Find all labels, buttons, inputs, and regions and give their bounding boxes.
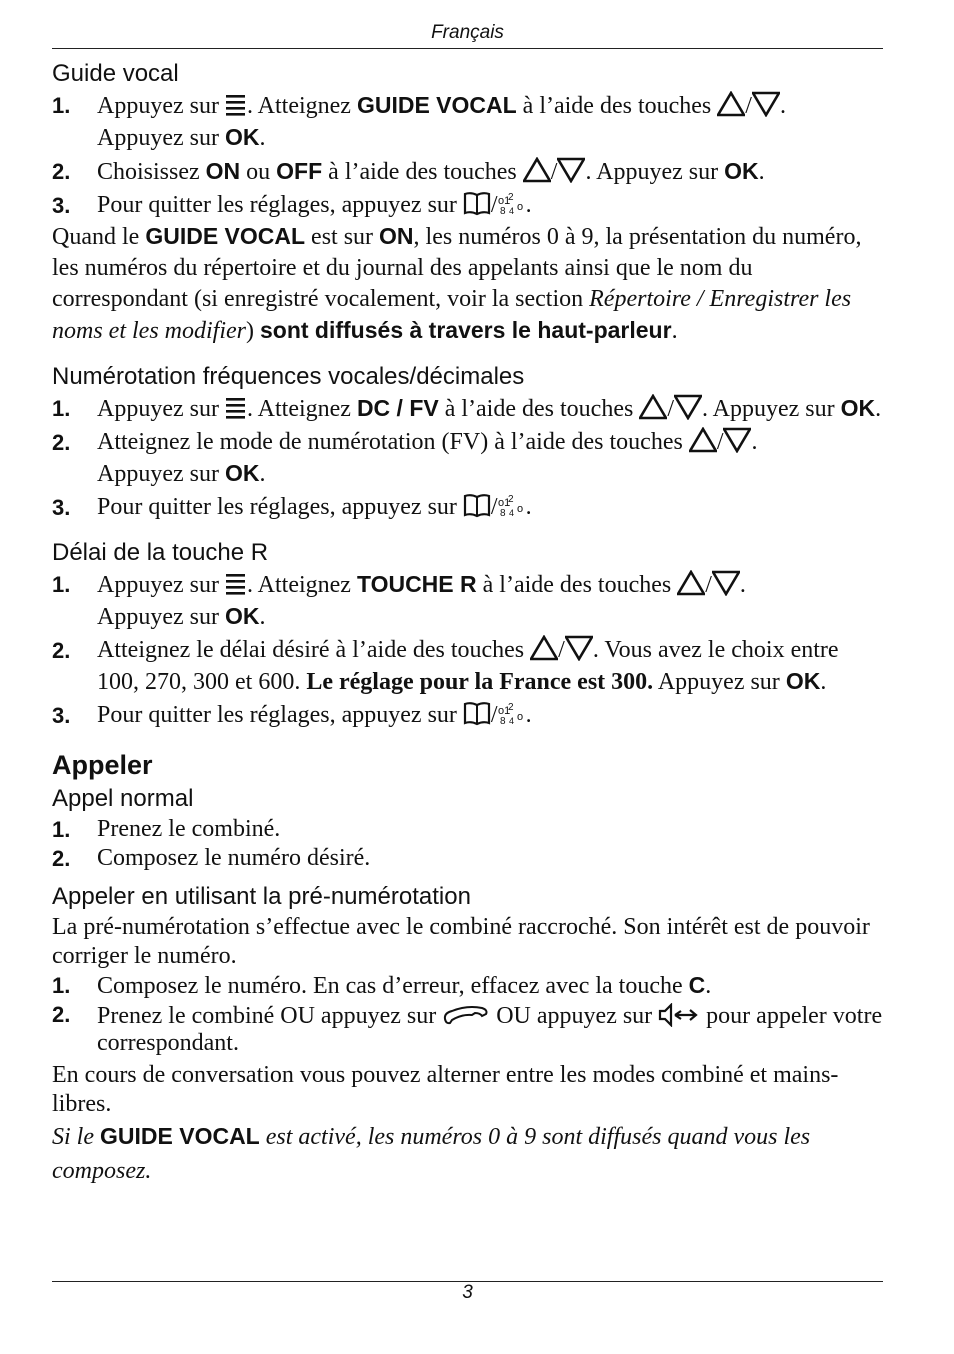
step-text: . Vous avez le choix entre 100, 270, 300 et 600. [97, 637, 839, 695]
guide-vocal-note [52, 1119, 884, 1188]
down-arrow-icon [723, 427, 751, 453]
ok-key-label: OK [785, 668, 821, 694]
ok-key-label: OK [224, 124, 260, 150]
step-text: Atteignez le délai désiré à l’aide des touches [97, 637, 531, 663]
section-title-appeler: Appeler [52, 750, 153, 780]
step-text: à l’aide des touches [476, 572, 678, 598]
header-rule [52, 48, 883, 49]
step-guide-vocal-2: 2. Choisissez ON ou OFF à l’aide des touches / . Appuyez sur OK. [52, 158, 765, 185]
step-appel-normal-1 [52, 815, 884, 844]
step-guide-vocal-1: 1. Appuyez sur . Atteignez GUIDE VOCAL à l’aide des touches / . Appuyez sur OK. [52, 92, 786, 151]
step-text: Composez le numéro désiré. [97, 845, 371, 871]
step-text: Appuyez sur [97, 572, 225, 598]
ok-key-label: OK [840, 395, 876, 421]
up-arrow-icon [523, 157, 551, 183]
step-text: Prenez le combiné OU appuyez sur [97, 1003, 443, 1029]
ok-key-label: OK [724, 158, 759, 184]
step-number: 1. [52, 973, 71, 998]
section-title-delai: Délai de la touche R [52, 539, 269, 566]
step-text: . Atteignez [246, 572, 357, 598]
down-arrow-icon [712, 570, 740, 596]
step-text: . [525, 494, 532, 520]
key-label: TOUCHE R [356, 571, 477, 597]
redial-icon [498, 190, 526, 216]
bold-text: sont diffusés à travers le haut-parleur [259, 317, 672, 343]
para-text: Quand le [52, 224, 146, 250]
step-text: à l’aide des touches [438, 396, 640, 422]
up-arrow-icon [639, 394, 667, 420]
step-number: 1. [52, 396, 71, 421]
ok-key-label: OK [224, 460, 260, 486]
step-text: . [758, 159, 765, 185]
step-number: 3. [52, 703, 71, 728]
step-number: 1. [52, 817, 71, 842]
step-text: . [779, 93, 786, 119]
menu-icon [225, 93, 247, 117]
step-number: 1. [52, 572, 71, 597]
guide-vocal-paragraph [52, 221, 884, 347]
step-text: Pour quitter les réglages, appuyez sur [97, 702, 463, 728]
menu-icon [225, 572, 247, 596]
step-text: à l’aide des touches [516, 93, 718, 119]
step-text: pour appeler votre correspondant. [97, 1003, 883, 1056]
step-text: . Atteignez [246, 396, 357, 422]
off-key-label: OFF [276, 158, 323, 184]
step-delai-1: 1. Appuyez sur . Atteignez TOUCHE R à l’aide des touches / . Appuyez sur OK. [52, 571, 746, 630]
conversation-paragraph: En cours de conversation vous pouvez alterner entre les modes combiné et mains-libres. [52, 1062, 839, 1117]
key-label: GUIDE VOCAL [145, 223, 306, 249]
down-arrow-icon [674, 394, 702, 420]
step-text: . [751, 429, 758, 455]
phonebook-icon [463, 700, 491, 726]
step-text: . [875, 396, 882, 422]
step-number: 2. [52, 846, 71, 871]
menu-icon [225, 396, 247, 420]
key-label: GUIDE VOCAL [100, 1123, 260, 1149]
step-text: Appuyez sur [97, 604, 225, 630]
subsection-title-pre-numerotation: Appeler en utilisant la pré-numérotation [52, 883, 471, 910]
redial-icon [498, 700, 526, 726]
phonebook-icon [463, 492, 491, 518]
down-arrow-icon [557, 157, 585, 183]
up-arrow-icon [530, 635, 558, 661]
step-number: 2. [52, 159, 71, 184]
step-pre-numerotation-2 [52, 1001, 884, 1057]
on-key-label: ON [205, 158, 241, 184]
step-text: . [820, 669, 827, 695]
bold-text: Le réglage pour la France est 300. [306, 669, 654, 695]
down-arrow-icon [565, 635, 593, 661]
section-title-guide-vocal: Guide vocal [52, 60, 179, 87]
step-text: Composez le numéro. En cas d’erreur, effacez avec la touche [97, 973, 689, 999]
step-text: . [705, 973, 712, 999]
down-arrow-icon [752, 91, 780, 117]
para-text: est sur [305, 224, 380, 250]
redial-icon [498, 492, 526, 518]
c-key-label: C [688, 972, 706, 998]
step-text: . Atteignez [246, 93, 357, 119]
step-text: Appuyez sur [97, 396, 225, 422]
key-label: DC / FV [356, 395, 439, 421]
page-number: 3 [462, 1282, 473, 1303]
step-guide-vocal-3: 3. Pour quitter les réglages, appuyez sur / . [52, 190, 884, 221]
note-text: est activé, les numéros 0 à 9 sont diffusés quand vous les composez. [52, 1124, 811, 1184]
step-text: OU appuyez sur [490, 1003, 659, 1029]
step-text: Pour quitter les réglages, appuyez sur [97, 192, 463, 218]
step-delai-3: 3. Pour quitter les réglages, appuyez sur / . [52, 700, 884, 731]
on-key-label: ON [379, 223, 414, 249]
up-arrow-icon [677, 570, 705, 596]
subsection-title-appel-normal: Appel normal [52, 785, 194, 812]
up-arrow-icon [717, 91, 745, 117]
step-number: 3. [52, 495, 71, 520]
page-header-language: Français [431, 22, 504, 43]
step-delai-2: 2. Atteignez le délai désiré à l’aide des touches / . Vous avez le choix entre 100, 270, 300 et 600. Le réglage pour la France est 300. Appuyez sur OK. [52, 637, 839, 695]
step-numerotation-1: 1. Appuyez sur . Atteignez DC / FV à l’aide des touches / . Appuyez sur OK. [52, 395, 882, 422]
step-text: à l’aide des touches [322, 159, 523, 185]
speaker-icon [658, 1003, 700, 1027]
page-content [52, 58, 884, 1188]
para-text: ) [245, 318, 260, 344]
up-arrow-icon [689, 427, 717, 453]
step-text: Appuyez sur [97, 461, 225, 487]
section-title-numerotation: Numérotation fréquences vocales/décimales [52, 363, 525, 390]
step-number: 2. [52, 638, 71, 663]
step-text: Prenez le combiné. [97, 816, 281, 842]
step-text: . [259, 604, 266, 630]
step-text: Appuyez sur [653, 669, 786, 695]
step-text: Appuyez sur [97, 125, 225, 151]
step-number: 3. [52, 193, 71, 218]
step-number: 1. [52, 93, 71, 118]
note-text: Si le [52, 1124, 100, 1150]
step-text: . [739, 572, 746, 598]
step-text: . [525, 192, 532, 218]
step-numerotation-3: 3. Pour quitter les réglages, appuyez sur / . [52, 492, 884, 523]
step-text: Appuyez sur [97, 93, 225, 119]
step-text: . [259, 461, 266, 487]
step-pre-numerotation-1 [52, 971, 884, 1001]
step-text: Choisissez [97, 159, 206, 185]
handset-icon [442, 1001, 490, 1027]
para-text: . [671, 318, 678, 344]
step-text: Pour quitter les réglages, appuyez sur [97, 494, 463, 520]
pre-numerotation-intro: La pré-numérotation s’effectue avec le combiné raccroché. Son intérêt est de pouvoir corriger le numéro. [52, 914, 870, 969]
step-text: ou [240, 159, 277, 185]
step-numerotation-2: 2. Atteignez le mode de numérotation (FV) à l’aide des touches / . Appuyez sur OK. [52, 429, 758, 487]
step-appel-normal-2 [52, 844, 884, 873]
para-text: , les numéros 0 à 9, la présentation du numéro, les numéros du répertoire et du journal des appelants ainsi que le nom du correspondant (si enregistré vocalement, voir la section [52, 224, 862, 312]
step-text: . [525, 702, 532, 728]
step-text: . Appuyez sur [701, 396, 841, 422]
section-reference: Répertoire / Enregistrer les noms et les modifier [52, 286, 852, 344]
step-number: 2. [52, 1002, 71, 1027]
step-number: 2. [52, 430, 71, 455]
phonebook-icon [463, 190, 491, 216]
step-text: . Appuyez sur [585, 159, 725, 185]
ok-key-label: OK [224, 603, 260, 629]
step-text: . [259, 125, 266, 151]
step-text: Atteignez le mode de numérotation (FV) à l’aide des touches [97, 429, 689, 455]
key-label: GUIDE VOCAL [356, 92, 517, 118]
